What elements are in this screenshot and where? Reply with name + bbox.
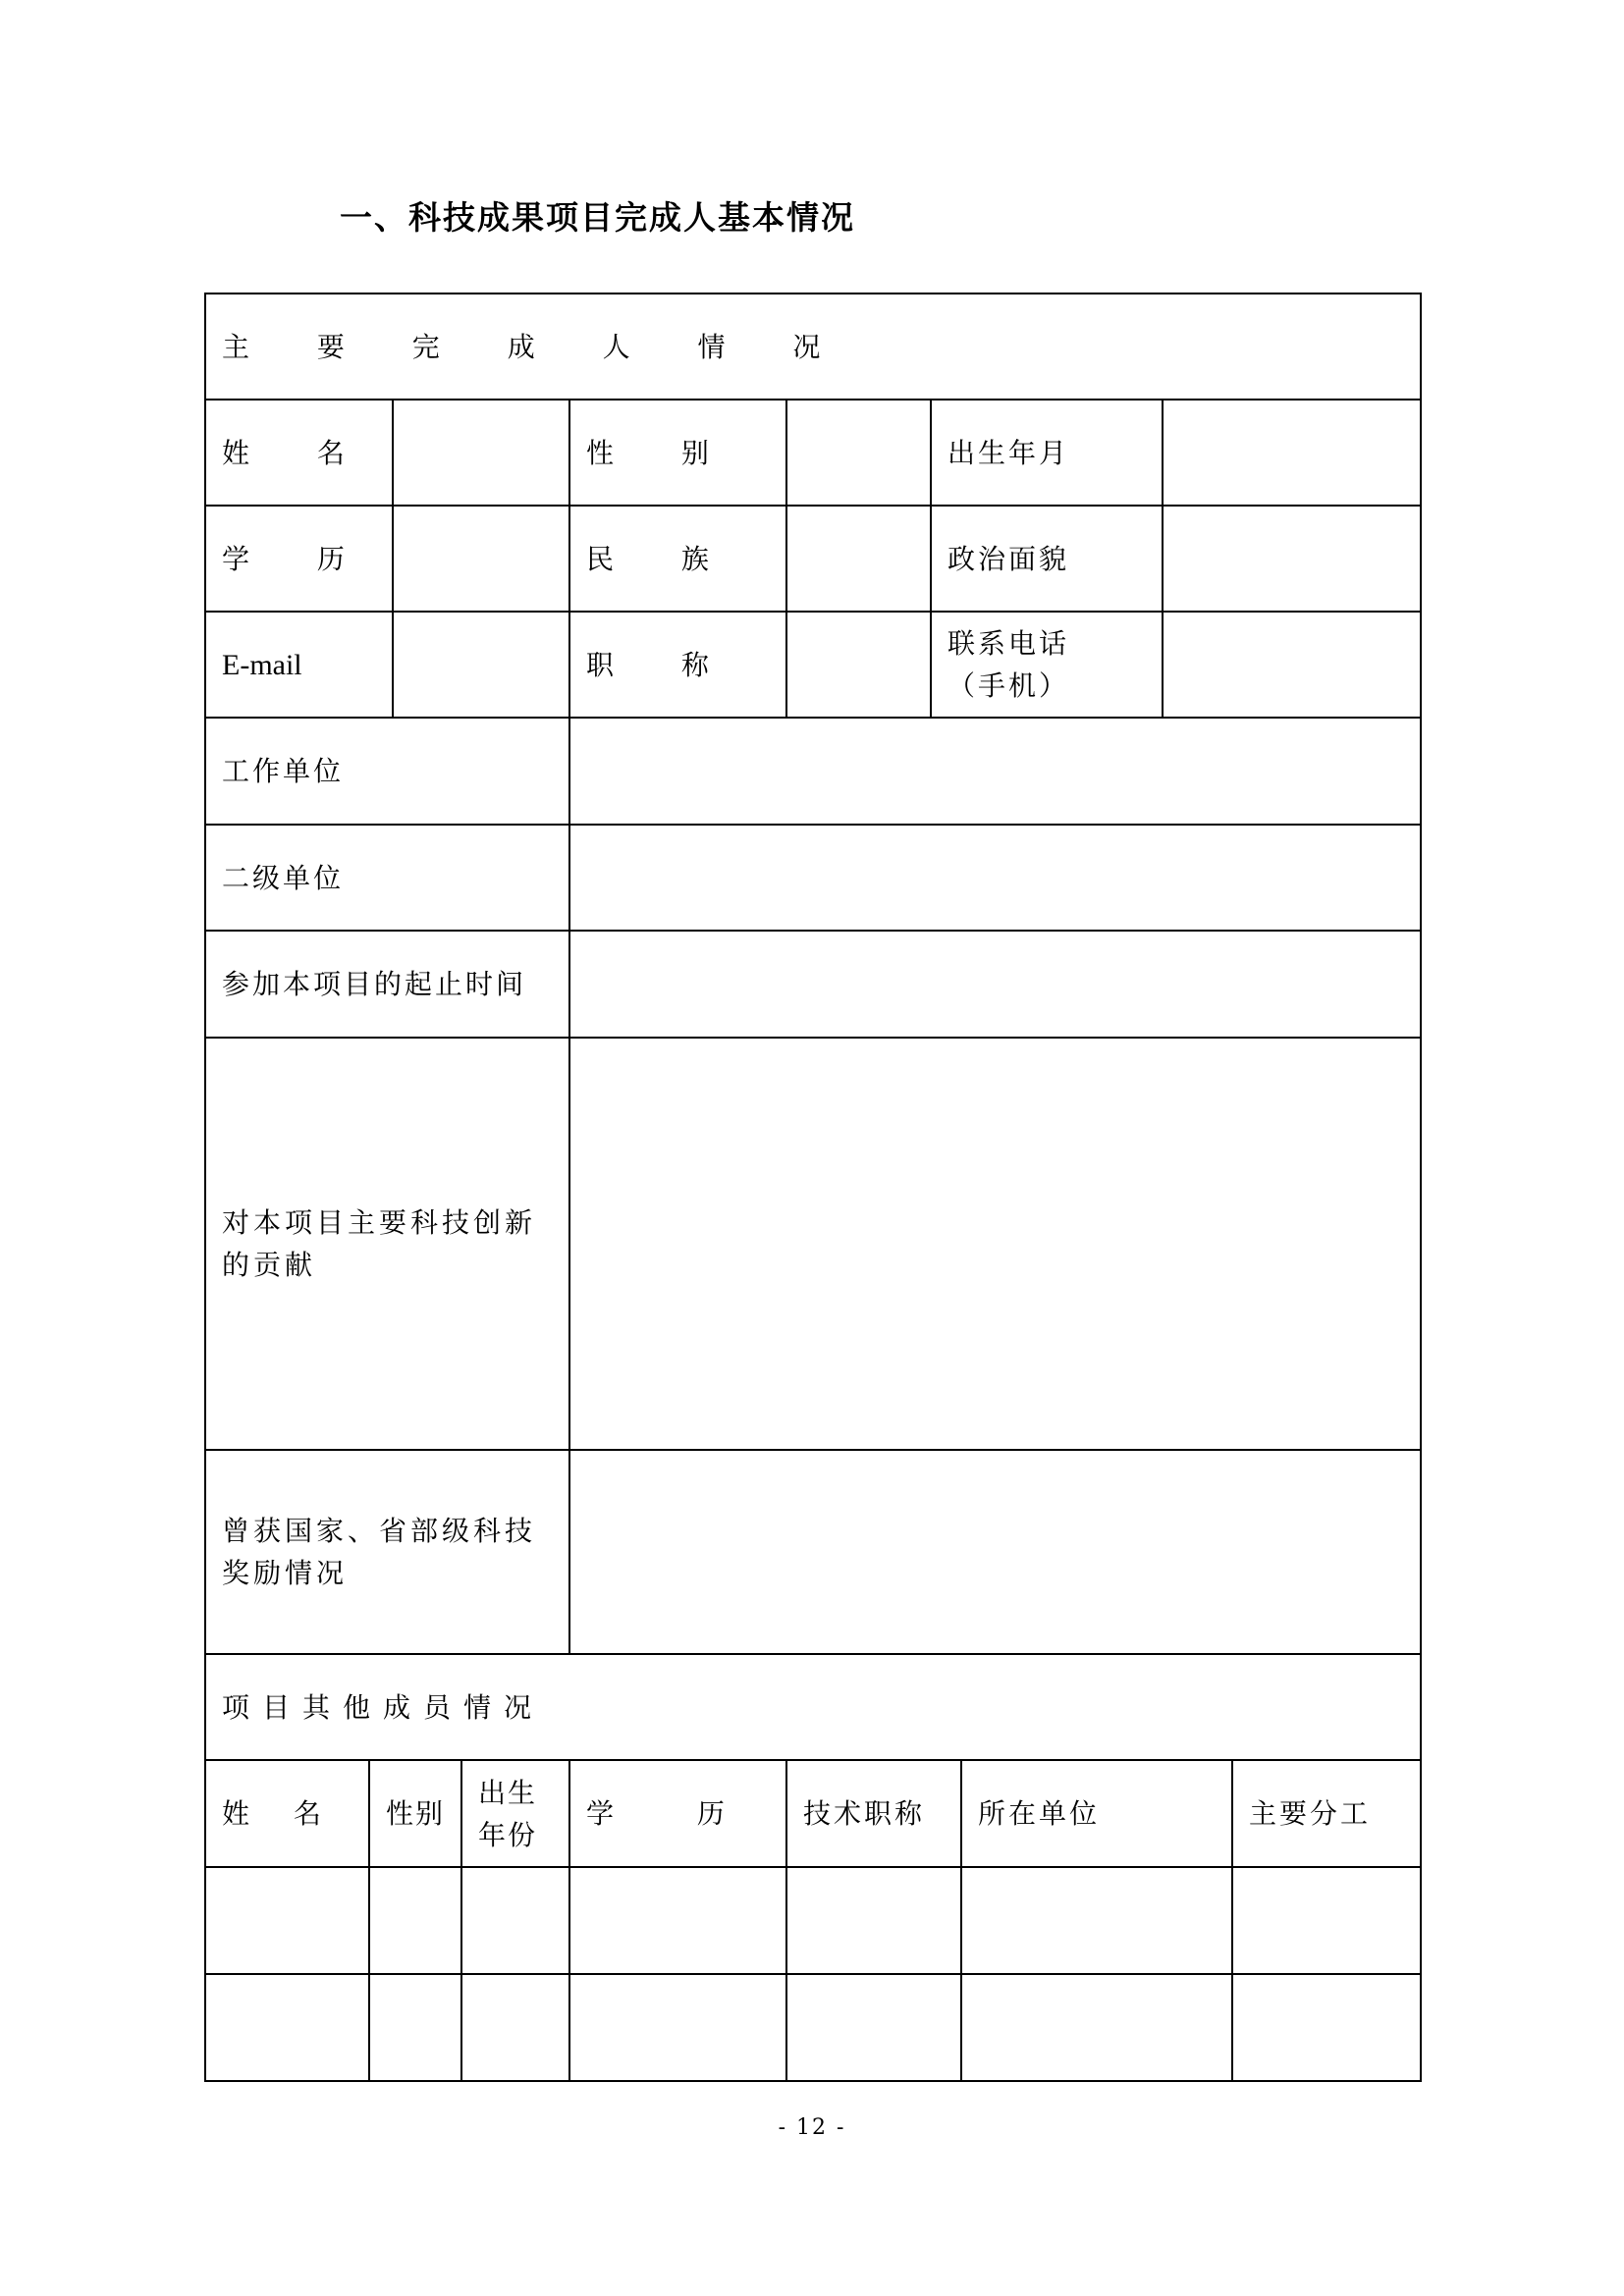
period-field[interactable] [570,932,1420,1039]
birth-field[interactable] [1164,400,1420,507]
others-header-unit: 所在单位 [962,1761,1233,1868]
email-label: E-mail [206,613,394,719]
others-header-name: 姓 名 [206,1761,370,1868]
phone-label-line2: （手机） [947,669,1070,702]
member-1-name[interactable] [206,1868,370,1975]
main-section-title: 主 要 完 成 人 情 况 [206,294,1420,400]
contribution-label [206,1039,570,1451]
name-field[interactable] [394,400,570,507]
work-unit-field[interactable] [570,719,1420,826]
political-label: 政治面貌 [932,507,1164,613]
contribution-label-text: 对本项目主要科技创新的贡献 [222,1206,537,1281]
title-label: 职 称 [570,613,787,719]
title-field[interactable] [787,613,932,719]
member-2-unit[interactable] [962,1975,1233,2080]
info-form-table [204,293,1422,2082]
phone-field[interactable] [1164,613,1420,719]
phone-label [932,613,1164,719]
page-heading: 一、科技成果项目完成人基本情况 [340,198,855,237]
others-header-education: 学 历 [570,1761,787,1868]
member-1-unit[interactable] [962,1868,1233,1975]
others-header-role: 主要分工 [1233,1761,1420,1868]
others-section-title: 项目其他成员情况 [206,1655,1420,1761]
work-unit-label: 工作单位 [206,719,570,826]
email-field[interactable] [394,613,570,719]
gender-field[interactable] [787,400,932,507]
member-2-role[interactable] [1233,1975,1420,2080]
others-header-gender: 性别 [370,1761,462,1868]
others-header-birth [462,1761,570,1868]
others-header-birth-line2: 年份 [478,1818,538,1851]
member-2-gender[interactable] [370,1975,462,2080]
secondary-unit-label: 二级单位 [206,826,570,932]
page-number: - 12 - [778,2115,846,2140]
gender-label: 性 别 [570,400,787,507]
member-1-gender[interactable] [370,1868,462,1975]
member-2-tech-title[interactable] [787,1975,962,2080]
period-label: 参加本项目的起止时间 [206,932,570,1039]
awards-label-text: 曾获国家、省部级科技奖励情况 [222,1515,537,1589]
ethnicity-field[interactable] [787,507,932,613]
awards-field[interactable] [570,1451,1420,1655]
birth-label: 出生年月 [932,400,1164,507]
member-1-education[interactable] [570,1868,787,1975]
member-1-tech-title[interactable] [787,1868,962,1975]
member-2-birth[interactable] [462,1975,570,2080]
education-label: 学 历 [206,507,394,613]
member-2-education[interactable] [570,1975,787,2080]
member-1-birth[interactable] [462,1868,570,1975]
phone-label-line1: 联系电话 [947,627,1070,660]
others-header-tech-title: 技术职称 [787,1761,962,1868]
ethnicity-label: 民 族 [570,507,787,613]
awards-label [206,1451,570,1655]
political-field[interactable] [1164,507,1420,613]
education-field[interactable] [394,507,570,613]
secondary-unit-field[interactable] [570,826,1420,932]
name-label: 姓 名 [206,400,394,507]
member-1-role[interactable] [1233,1868,1420,1975]
contribution-field[interactable] [570,1039,1420,1451]
member-2-name[interactable] [206,1975,370,2080]
others-header-birth-line1: 出生 [478,1776,538,1809]
